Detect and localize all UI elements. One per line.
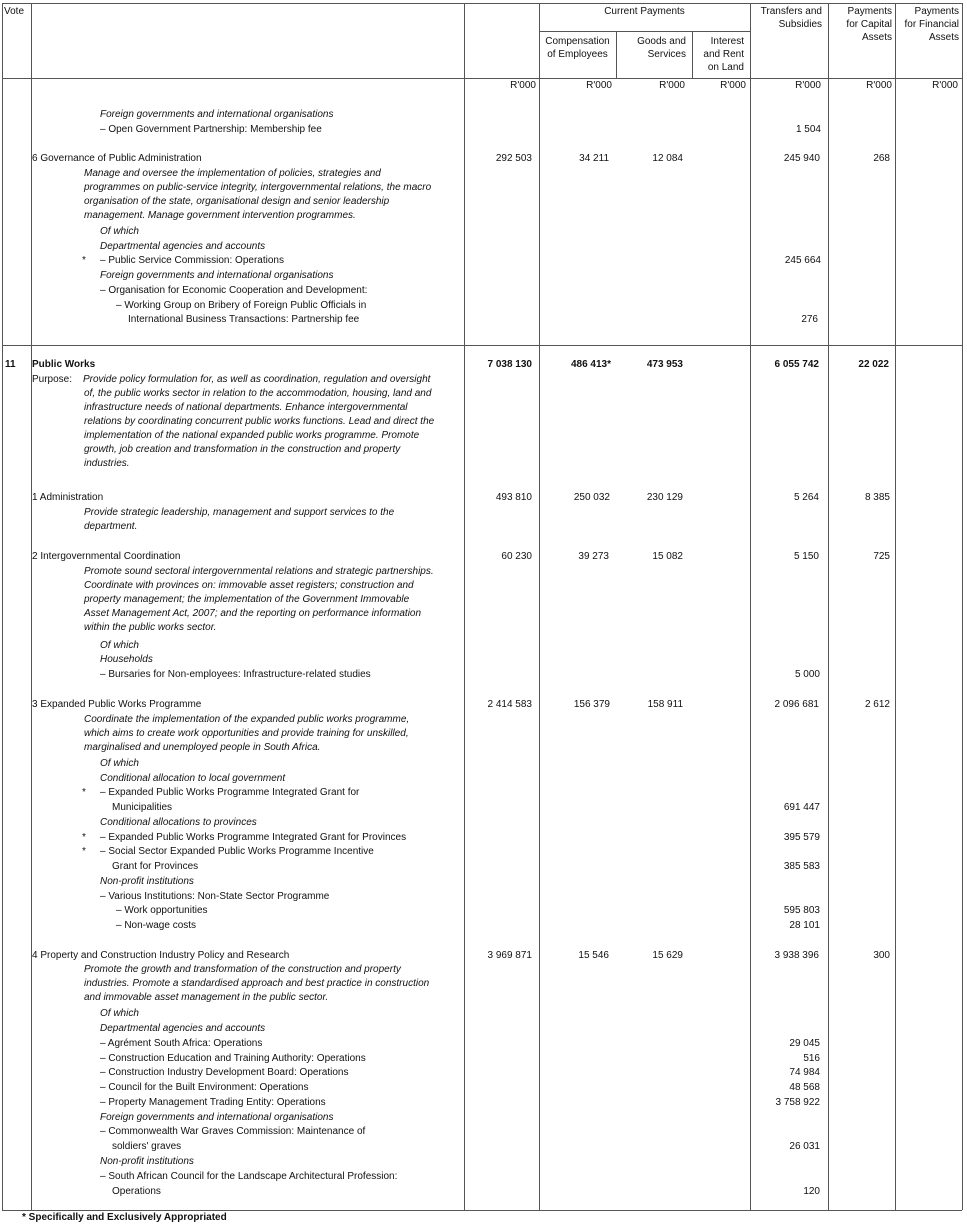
header-compensation: Compensation of Employees <box>545 36 610 60</box>
unit-transfers: R'000 <box>795 80 821 91</box>
unit-goods: R'000 <box>659 80 685 91</box>
agencies-value: 74 984 <box>789 1067 820 1078</box>
unit-comp: R'000 <box>586 80 612 91</box>
p3-transfers: 2 096 681 <box>774 699 819 710</box>
p2-capital: 725 <box>873 551 890 562</box>
bursaries-value: 5 000 <box>794 669 820 680</box>
agencies-item: – Construction Industry Development Board: Operations <box>100 1067 349 1078</box>
p6-comp: 34 211 <box>579 153 609 164</box>
wg-item: – Working Group on Bribery of Foreign Public Officials in <box>116 300 367 311</box>
psc-value: 245 664 <box>784 255 821 266</box>
unit-total: R'000 <box>510 80 536 91</box>
p1-total: 493 810 <box>495 492 532 503</box>
asterisk: * <box>82 255 86 266</box>
purpose-text: of, the public works sector in relation to the accommodation, housing, land and infrastructure needs of national departments. Enhance intergovernmental relations by coordinating concurrent public works functions. Lead and direct the implementation of the national expanded public works programme. Promote growth, job creation and transformation in the construction and property industries. <box>84 388 435 469</box>
programme-4-title: 4 Property and Construction Industry Policy and Research <box>32 950 290 961</box>
p4-total: 3 969 871 <box>487 950 532 961</box>
p1-capital: 8 385 <box>864 492 890 503</box>
sacla-item-cont: Operations <box>112 1186 161 1197</box>
cwgc-item-cont: soldiers' graves <box>112 1141 182 1152</box>
header-current-payments: Current Payments <box>604 6 685 17</box>
agencies-item: – Agrément South Africa: Operations <box>100 1038 263 1049</box>
asterisk: * <box>82 846 86 857</box>
programme-1-title: 1 Administration <box>32 492 104 503</box>
nonwage-item: – Non-wage costs <box>116 920 197 931</box>
oecd-item: – Organisation for Economic Cooperation and Development: <box>100 285 368 296</box>
p1-comp: 250 032 <box>573 492 610 503</box>
agencies-value: 516 <box>803 1053 820 1064</box>
various-item: – Various Institutions: Non-State Sector Programme <box>100 891 330 902</box>
epwp-muni-value: 691 447 <box>783 802 820 813</box>
epwp-prov-item: – Expanded Public Works Programme Integrated Grant for Provinces <box>100 832 407 843</box>
asterisk: * <box>82 832 86 843</box>
header-capital: Payments for Capital Assets <box>846 6 892 43</box>
work-opp-value: 595 803 <box>783 905 820 916</box>
p6-desc: Manage and oversee the implementation of policies, strategies and programmes on public-service integrity, intergovernmental relations, the macro organisation of the state, organisational design and senior leadership management. Manage government intervention programmes. <box>84 168 432 221</box>
programme-6-title: 6 Governance of Public Administration <box>32 153 202 164</box>
work-opp-item: – Work opportunities <box>116 905 208 916</box>
agencies-item: – Construction Education and Training Authority: Operations <box>100 1053 366 1064</box>
header-financial: Payments for Financial Assets <box>904 6 959 43</box>
purpose-label: Purpose: <box>32 374 73 385</box>
p1-desc: Provide strategic leadership, management and support services to the department. <box>84 507 395 532</box>
p4-capital: 300 <box>873 950 890 961</box>
social-sector-value: 385 583 <box>783 861 820 872</box>
programme-2-title: 2 Intergovernmental Coordination <box>32 551 181 562</box>
cwgc-value: 26 031 <box>789 1141 820 1152</box>
purpose-first: Provide policy formulation for, as well as coordination, regulation and oversight <box>83 374 431 385</box>
wg-value: 276 <box>801 314 818 325</box>
header-transfers: Transfers and Subsidies <box>760 6 822 30</box>
p4-goods: 15 629 <box>652 950 683 961</box>
psc-item: – Public Service Commission: Operations <box>100 255 284 266</box>
unit-capital: R'000 <box>866 80 892 91</box>
p3-desc: Coordinate the implementation of the expanded public works programme, which aims to create work opportunities and provide training for unskilled, marginalised and unemployed people in South Africa. <box>84 714 410 753</box>
vote-goods: 473 953 <box>646 359 683 370</box>
header-interest: Interest and Rent on Land <box>703 36 744 73</box>
header-vote: Vote <box>4 6 25 17</box>
header-goods: Goods and Services <box>637 36 686 60</box>
p4-desc: Promote the growth and transformation of the construction and property industries. Promote a standardised approach and best practice in construction and immovable asset management in the public sector. <box>84 964 430 1003</box>
agencies-value: 29 045 <box>789 1038 820 1049</box>
p3-capital: 2 612 <box>864 699 890 710</box>
p6-capital: 268 <box>873 153 890 164</box>
cond-local-label: Conditional allocation to local government <box>100 773 286 784</box>
p3-goods: 158 911 <box>647 699 683 710</box>
p1-transfers: 5 264 <box>793 492 819 503</box>
epwp-prov-value: 395 579 <box>783 832 820 843</box>
wg-item-cont: International Business Transactions: Partnership fee <box>128 314 360 325</box>
agencies-value: 3 758 922 <box>775 1097 820 1108</box>
vote-total: 7 038 130 <box>487 359 532 370</box>
vote-capital: 22 022 <box>858 359 889 370</box>
social-sector-item-cont: Grant for Provinces <box>112 861 199 872</box>
ogp-value: 1 504 <box>795 124 821 135</box>
of-which: Of which <box>100 1008 139 1019</box>
ogp-item: – Open Government Partnership: Membership fee <box>100 124 322 135</box>
unit-financial: R'000 <box>932 80 958 91</box>
households-label: Households <box>100 654 153 665</box>
agencies-item: – Council for the Built Environment: Operations <box>100 1082 309 1093</box>
p2-goods: 15 082 <box>652 551 683 562</box>
p6-goods: 12 084 <box>652 153 683 164</box>
appropriation-table <box>2 3 963 1211</box>
p3-comp: 156 379 <box>573 699 610 710</box>
foreign-gov-label: Foreign governments and international organisations <box>100 1112 334 1123</box>
programme-3-title: 3 Expanded Public Works Programme <box>32 699 202 710</box>
foreign-gov-label: Foreign governments and international organisations <box>100 270 334 281</box>
p2-total: 60 230 <box>501 551 532 562</box>
p4-comp: 15 546 <box>578 950 609 961</box>
dept-agencies-label: Departmental agencies and accounts <box>100 1023 266 1034</box>
nonwage-value: 28 101 <box>789 920 820 931</box>
p2-transfers: 5 150 <box>793 551 819 562</box>
bursaries-item: – Bursaries for Non-employees: Infrastructure-related studies <box>100 669 371 680</box>
p6-transfers: 245 940 <box>783 153 820 164</box>
cond-prov-label: Conditional allocations to provinces <box>100 817 257 828</box>
npi-label: Non-profit institutions <box>100 1156 194 1167</box>
of-which: Of which <box>100 640 139 651</box>
of-which: Of which <box>100 226 139 237</box>
asterisk: * <box>82 787 86 798</box>
epwp-muni-item: – Expanded Public Works Programme Integrated Grant for <box>100 787 360 798</box>
cwgc-item: – Commonwealth War Graves Commission: Maintenance of <box>100 1126 366 1137</box>
unit-interest: R'000 <box>720 80 746 91</box>
vote-number: 11 <box>5 359 16 370</box>
epwp-muni-item-cont: Municipalities <box>112 802 173 813</box>
p2-comp: 39 273 <box>578 551 609 562</box>
p2-desc: Promote sound sectoral intergovernmental relations and strategic partnerships. Coordinate with provinces on: immovable asset registers; construction and property management; the implementation of the Government Immovable Asset Management Act, 2007; and the reporting on performance information within the public works sector. <box>84 566 434 633</box>
agencies-item: – Property Management Trading Entity: Operations <box>100 1097 326 1108</box>
social-sector-item: – Social Sector Expanded Public Works Programme Incentive <box>100 846 374 857</box>
p4-transfers: 3 938 396 <box>774 950 819 961</box>
of-which: Of which <box>100 758 139 769</box>
dept-agencies-label: Departmental agencies and accounts <box>100 241 266 252</box>
sacla-value: 120 <box>803 1186 820 1197</box>
foreign-gov-label: Foreign governments and international organisations <box>100 109 334 120</box>
vote-title: Public Works <box>32 359 96 370</box>
p1-goods: 230 129 <box>646 492 683 503</box>
p3-total: 2 414 583 <box>487 699 532 710</box>
agencies-value: 48 568 <box>789 1082 820 1093</box>
sacla-item: – South African Council for the Landscape Architectural Profession: <box>100 1171 398 1182</box>
npi-label: Non-profit institutions <box>100 876 194 887</box>
vote-transfers: 6 055 742 <box>774 359 819 370</box>
footnote: * Specifically and Exclusively Appropriated <box>22 1212 227 1223</box>
vote-comp: 486 413* <box>570 359 611 370</box>
p6-total: 292 503 <box>495 153 532 164</box>
